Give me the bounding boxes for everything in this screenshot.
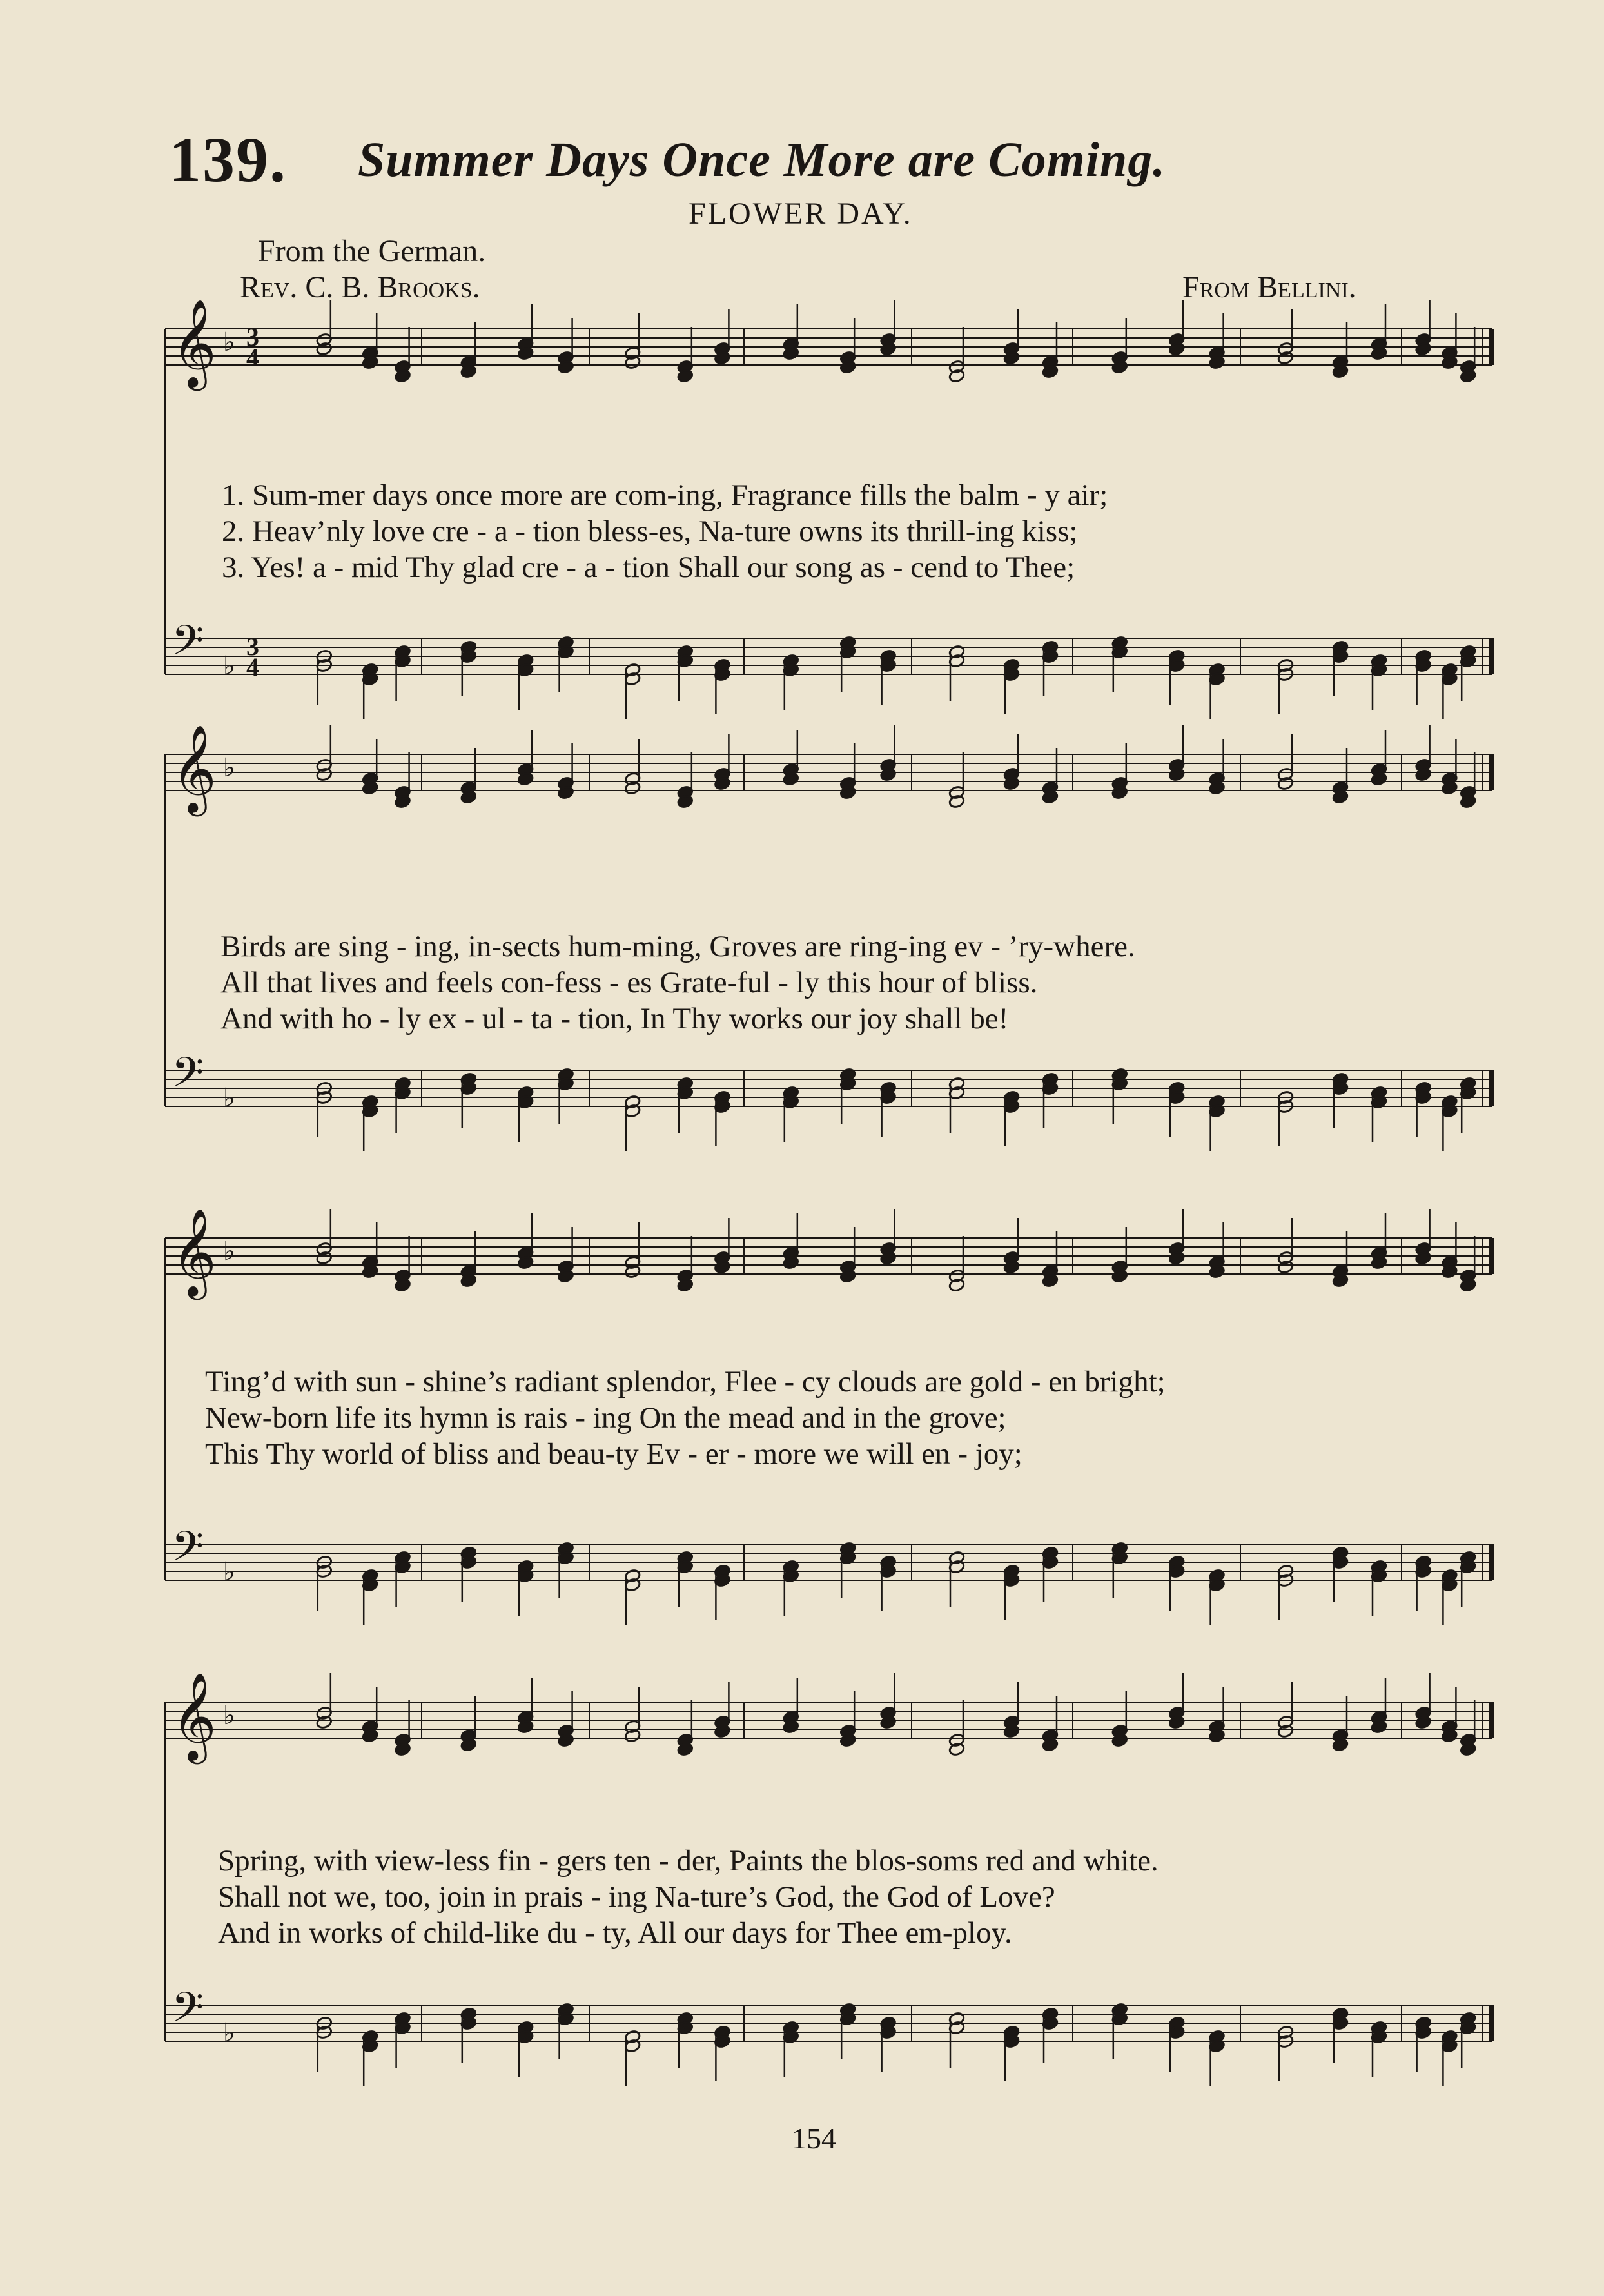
treble-clef-icon: 𝄞 — [171, 723, 217, 812]
bass-staff — [165, 617, 1492, 719]
hymn-title: Summer Days Once More are Coming. — [358, 133, 1166, 187]
flat-icon: ♭ — [223, 651, 235, 681]
credit-author — [240, 270, 480, 305]
bass-staff — [165, 1984, 1492, 2086]
flat-icon: ♭ — [223, 753, 235, 783]
lyric-line: And with ho - ly ex - ul - ta - tion, In Thy works our joy shall be! — [220, 1002, 1009, 1035]
bass-clef-icon: 𝄢 — [171, 1984, 204, 2042]
credit-composer — [1182, 270, 1356, 305]
credit-source: From the German. — [258, 234, 486, 268]
flat-icon: ♭ — [223, 1237, 235, 1266]
lyrics-block-2 — [164, 928, 1559, 1037]
credit-author-text: Rev. C. B. Brooks. — [240, 270, 480, 304]
lyric-line: 2. Heav’nly love cre - a - tion bless-es, Na-ture owns its thrill-ing kiss; — [222, 515, 1078, 548]
lyric-line: New-born life its hymn is rais - ing On the mead and in the grove; — [205, 1401, 1006, 1435]
treble-staff — [165, 298, 1492, 391]
music-system-3 — [164, 1209, 1502, 1673]
treble-staff — [165, 1671, 1492, 1764]
treble-staff — [165, 1207, 1492, 1300]
hymn-number: 139. — [169, 124, 287, 195]
flat-icon: ♭ — [223, 1083, 235, 1113]
time-signature-top: 3 — [246, 632, 259, 661]
lyric-line: Birds are sing - ing, in-sects hum-ming, Groves are ring-ing ev - ’ry-where. — [220, 930, 1135, 963]
hymn-subtitle: FLOWER DAY. — [689, 197, 913, 231]
lyrics-block-3 — [164, 1364, 1543, 1472]
credit-composer-text: From Bellini. — [1182, 270, 1356, 304]
flat-icon: ♭ — [223, 1557, 235, 1587]
bass-staff — [165, 1049, 1492, 1151]
lyric-line: All that lives and feels con-fess - es Grate-ful - ly this hour of bliss. — [220, 966, 1038, 999]
music-system-1 — [164, 298, 1502, 735]
bass-clef-icon: 𝄢 — [171, 617, 204, 675]
flat-icon: ♭ — [223, 2018, 235, 2048]
flat-icon: ♭ — [223, 328, 235, 357]
lyrics-block-4 — [164, 1843, 1556, 1951]
time-signature-top: 3 — [246, 322, 259, 351]
page-number: 154 — [792, 2122, 836, 2155]
treble-staff — [165, 723, 1492, 816]
bass-clef-icon: 𝄢 — [171, 1049, 204, 1107]
music-system-2 — [164, 723, 1502, 1193]
lyric-line: This Thy world of bliss and beau-ty Ev - er - more we will en - joy; — [205, 1437, 1022, 1471]
lyric-line: And in works of child-like du - ty, All our days for Thee em-ploy. — [218, 1916, 1012, 1950]
lyric-line: Shall not we, too, join in prais - ing Na-ture’s God, the God of Love? — [218, 1880, 1055, 1914]
bass-clef-icon: 𝄢 — [171, 1523, 204, 1581]
treble-clef-icon: 𝄞 — [171, 1671, 217, 1760]
time-signature-bottom: 4 — [246, 343, 259, 372]
lyrics-block-1 — [164, 477, 1560, 585]
treble-clef-icon: 𝄞 — [171, 1207, 217, 1296]
bass-staff — [165, 1523, 1492, 1625]
treble-clef-icon: 𝄞 — [171, 298, 217, 387]
lyric-line: Spring, with view-less fin - gers ten - der, Paints the blos-soms red and white. — [218, 1844, 1159, 1878]
lyric-line: 3. Yes! a - mid Thy glad cre - a - tion Shall our song as - cend to Thee; — [222, 551, 1075, 584]
lyric-line: 1. Sum-mer days once more are com-ing, Fragrance fills the balm - y air; — [222, 478, 1108, 512]
time-signature-bottom: 4 — [246, 652, 259, 682]
flat-icon: ♭ — [223, 1701, 235, 1731]
music-system-4 — [164, 1671, 1502, 2115]
lyric-line: Ting’d with sun - shine’s radiant splendor, Flee - cy clouds are gold - en bright; — [205, 1365, 1166, 1398]
